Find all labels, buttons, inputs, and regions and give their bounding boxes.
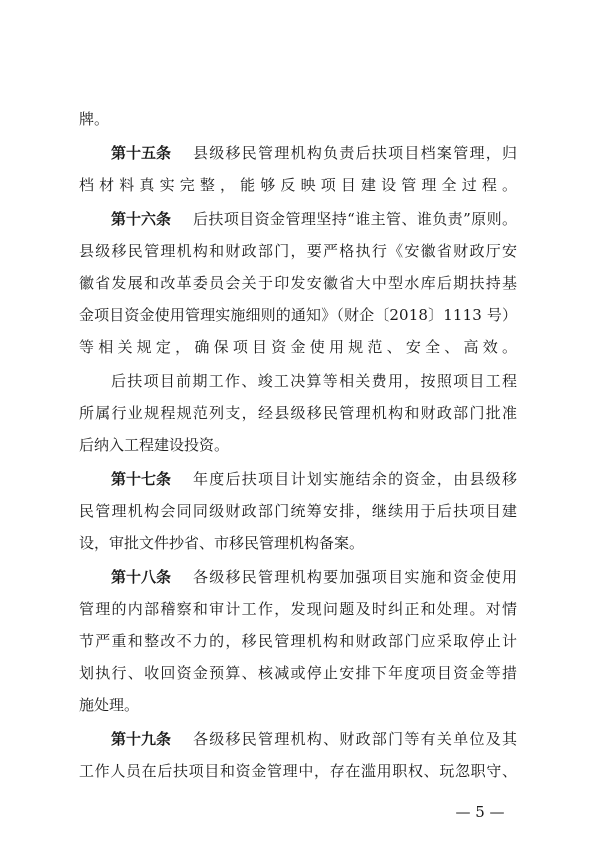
article-heading-16: 第十六条 xyxy=(111,210,172,228)
article-paragraph-19 xyxy=(0,725,596,753)
article-paragraph-18 xyxy=(0,563,596,591)
text-line xyxy=(0,659,596,687)
text-line xyxy=(0,367,596,395)
article-heading-17: 第十七条 xyxy=(111,470,172,488)
text-line xyxy=(0,757,596,785)
line-text: 工作人员在后扶项目和资金管理中，存在滥用职权、玩忽职守、 xyxy=(79,762,518,780)
line-text: 民管理机构会同同级财政部门统筹安排，继续用于后扶项目建 xyxy=(79,502,519,520)
line-text: 县级移民管理机构和财政部门，要严格执行《安徽省财政厅安 xyxy=(79,242,519,260)
line-text: 设，审批文件抄省、市移民管理机构备案。 xyxy=(79,534,365,552)
line-text: 节严重和整改不力的，移民管理机构和财政部门应采取停止计 xyxy=(79,632,519,650)
line-text: 后纳入工程建设投资。 xyxy=(79,436,230,454)
line-text: 所属行业规程规范列支，经县级移民管理机构和财政部门批准 xyxy=(79,404,519,422)
line-text: 等相关规定，确保项目资金使用规范、安全、高效。 xyxy=(79,338,522,356)
page-number: — 5 — xyxy=(455,803,505,821)
line-text: 管理的内部稽察和审计工作，发现问题及时纠正和处理。对情 xyxy=(79,600,519,618)
line-text: 各级移民管理机构要加强项目实施和资金使用 xyxy=(193,568,519,586)
article-paragraph-17 xyxy=(0,465,596,493)
text-line xyxy=(0,691,596,719)
article-heading-18: 第十八条 xyxy=(111,568,172,586)
line-text: 县级移民管理机构负责后扶项目档案管理，归 xyxy=(193,144,519,162)
text-line xyxy=(0,595,596,623)
text-line xyxy=(0,497,596,525)
article-paragraph-15 xyxy=(0,139,596,167)
line-text: 施处理。 xyxy=(79,696,140,714)
article-paragraph-16 xyxy=(0,205,596,233)
line-text: 徽省发展和改革委员会关于印发安徽省大中型水库后期扶持基 xyxy=(79,274,519,292)
text-line xyxy=(0,431,596,459)
line-text: 金项目资金使用管理实施细则的通知》（财企〔2018〕1113 号） xyxy=(79,306,518,324)
article-heading-15: 第十五条 xyxy=(111,144,172,162)
line-text: 后扶项目前期工作、竣工决算等相关费用，按照项目工程 xyxy=(111,372,519,390)
article-heading-19: 第十九条 xyxy=(111,730,172,748)
line-text: 后扶项目资金管理坚持“谁主管、谁负责”原则。 xyxy=(193,210,518,228)
text-line xyxy=(0,627,596,655)
line-text: 各级移民管理机构、财政部门等有关单位及其 xyxy=(193,730,519,748)
line-text: 划执行、收回资金预算、核减或停止安排下年度项目资金等措 xyxy=(79,664,519,682)
line-text: 牌。 xyxy=(79,110,110,128)
text-line xyxy=(0,301,596,329)
text-line xyxy=(0,399,596,427)
text-line xyxy=(0,529,596,557)
text-line xyxy=(0,105,596,133)
text-line xyxy=(0,171,596,199)
text-line xyxy=(0,333,596,361)
text-line xyxy=(0,237,596,265)
line-text: 年度后扶项目计划实施结余的资金，由县级移 xyxy=(193,470,519,488)
line-text: 档材料真实完整，能够反映项目建设管理全过程。 xyxy=(79,176,523,194)
text-line xyxy=(0,269,596,297)
